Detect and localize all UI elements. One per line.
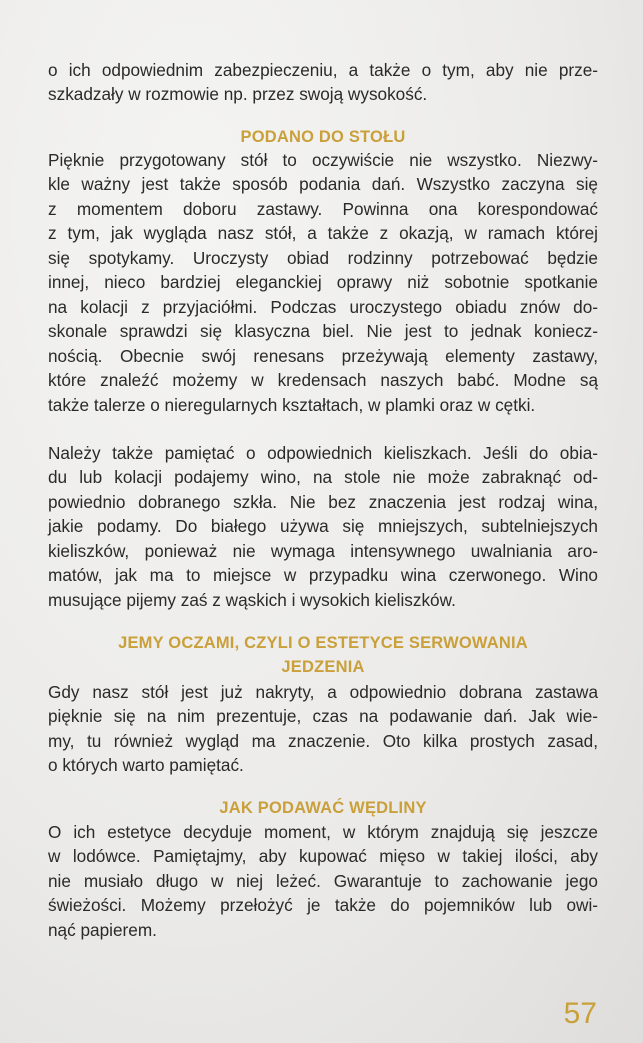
body-text-line: du lub kolacji podajemy wino, na stole nie może zabraknąć od- xyxy=(48,467,598,488)
body-text-line: innej, nieco bardziej eleganckiej oprawy niż sobotnie spotkanie xyxy=(48,272,598,293)
body-text-line: powiednio dobranego szkła. Nie bez znaczenia jest rodzaj wina, xyxy=(48,491,598,512)
body-text-line: Gdy nasz stół jest już nakryty, a odpowiednio dobrana zastawa xyxy=(48,682,598,702)
body-text-line: kieliszków, ponieważ nie wymaga intensywnego uwalniania aro- xyxy=(48,540,598,561)
body-text-line: kle ważny jest także sposób podania dań. Wszystko zaczyna się xyxy=(48,174,598,195)
body-text-line: matów, jak ma to miejsce w przypadku wina czerwonego. Wino xyxy=(48,565,598,586)
body-text-line: także talerze o nieregularnych kształtach, w plamki oraz w cętki. xyxy=(48,394,536,415)
body-text-line: nie musiało długo w niej leżeć. Gwarantuje to zachowanie jego xyxy=(48,870,598,891)
body-text-line: nąć papierem. xyxy=(48,919,157,940)
page-number: 57 xyxy=(563,997,597,1030)
body-text-line: się spotykamy. Uroczysty obiad rodzinny potrzebować będzie xyxy=(48,247,598,268)
body-text-line: świeżości. Możemy przełożyć je także do pojemników lub owi- xyxy=(48,895,598,916)
body-text-line: Pięknie przygotowany stół to oczywiście nie wszystko. Niezwy- xyxy=(48,150,598,170)
body-text-line: o ich odpowiednim zabezpieczeniu, a także o tym, aby nie prze- xyxy=(48,60,598,80)
body-text-line: jakie podamy. Do białego używa się mniejszych, subtelniejszych xyxy=(48,516,598,537)
body-text-line: O ich estetyce decyduje moment, w którym znajdują się jeszcze xyxy=(48,822,598,842)
body-text-line: o których warto pamiętać. xyxy=(48,755,244,776)
body-text-line: które znaleźć możemy w kredensach naszych babć. Modne są xyxy=(48,370,598,391)
section-heading: JEDZENIA xyxy=(281,658,365,677)
body-text-line: szkadzały w rozmowie np. przez swoją wysokość. xyxy=(48,84,428,105)
body-text-line: nością. Obecnie swój renesans przeżywają elementy zastawy, xyxy=(48,345,598,366)
body-text-line: musujące pijemy zaś z wąskich i wysokich kieliszków. xyxy=(48,589,456,610)
body-text-line: na kolacji z przyjaciółmi. Podczas uroczystego obiadu znów do- xyxy=(48,296,598,317)
body-text-line: Należy także pamiętać o odpowiednich kieliszkach. Jeśli do obia- xyxy=(48,443,598,463)
body-text-line: w lodówce. Pamiętajmy, aby kupować mięso w takiej ilości, aby xyxy=(48,846,598,867)
section-heading: PODANO DO STOŁU xyxy=(240,128,406,146)
section-heading: JEMY OCZAMI, CZYLI O ESTETYCE SERWOWANIA xyxy=(118,634,528,652)
body-text-line: z momentem doboru zastawy. Powinna ona korespondować xyxy=(48,198,598,219)
body-text-line: my, tu również wygląd ma znaczenie. Oto kilka prostych zasad, xyxy=(48,730,598,751)
body-text-line: z tym, jak wygląda nasz stół, a także z okazją, w ramach której xyxy=(48,223,598,244)
section-heading: JAK PODAWAĆ WĘDLINY xyxy=(219,799,427,817)
body-text-line: pięknie się na nim prezentuje, czas na podawanie dań. Jak wie- xyxy=(48,706,598,727)
body-text-line: skonale sprawdzi się klasyczna biel. Nie jest to jednak koniecz- xyxy=(48,321,598,342)
